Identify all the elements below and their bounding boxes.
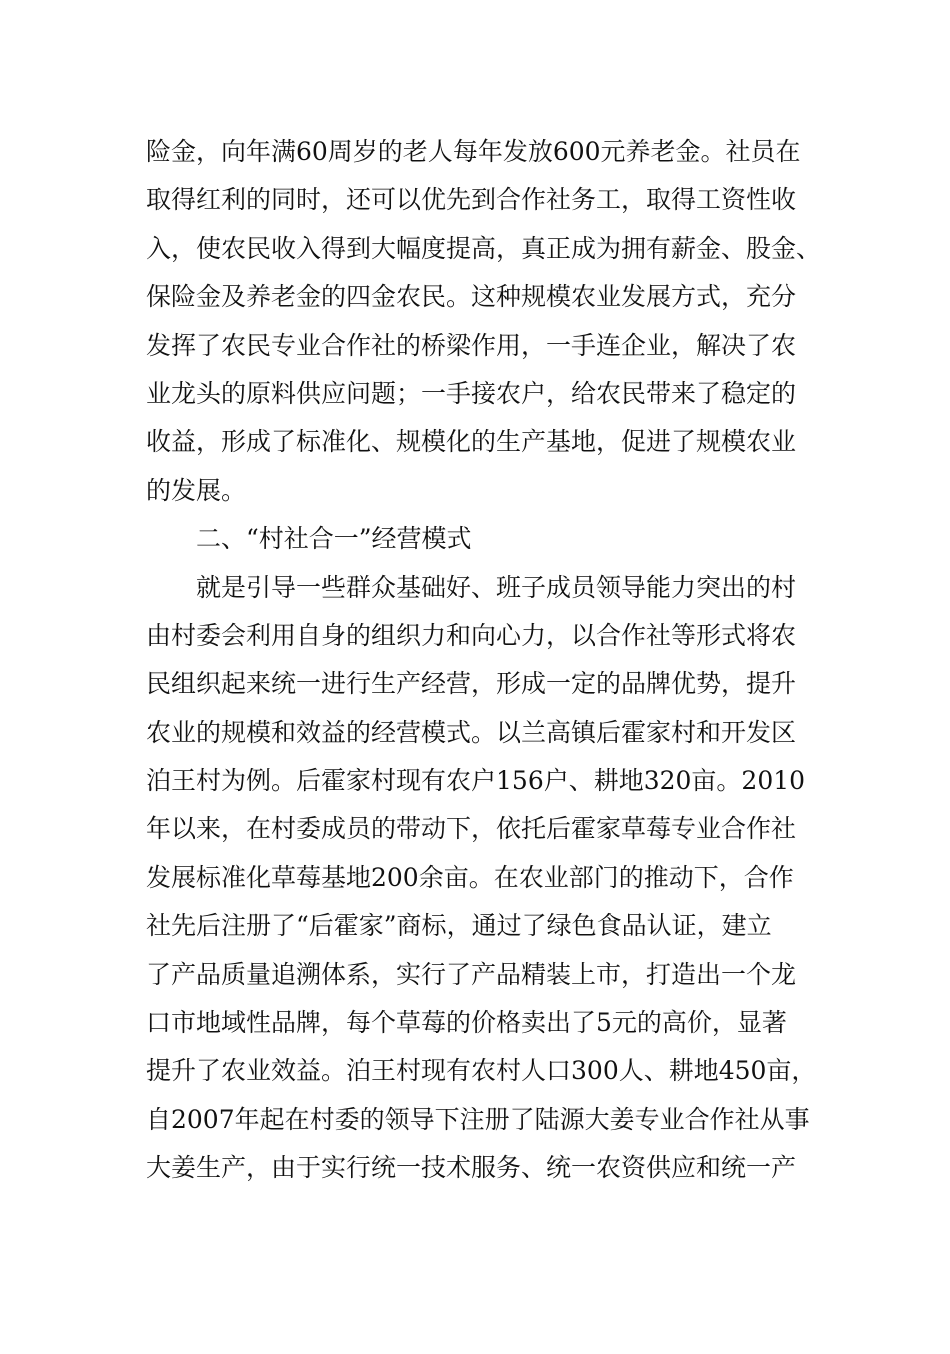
section-heading: 二、“村社合一”经营模式 (196, 524, 472, 554)
text-line: 社先后注册了“后霍家”商标，通过了绿色食品认证，建立 (146, 911, 772, 941)
paragraph-first-line: 就是引导一些群众基础好、班子成员领导能力突出的村 (196, 572, 797, 602)
text-line: 口市地域性品牌，每个草莓的价格卖出了5元的高价，显著 (146, 1008, 787, 1038)
text-line: 业龙头的原料供应问题；一手接农户，给农民带来了稳定的 (146, 378, 797, 408)
text-line: 入，使农民收入得到大幅度提高，真正成为拥有薪金、股金、 (146, 233, 822, 263)
text-line: 年以来，在村委成员的带动下，依托后霍家草莓专业合作社 (146, 814, 797, 844)
text-line: 保险金及养老金的四金农民。这种规模农业发展方式，充分 (146, 282, 797, 312)
text-line: 泊王村为例。后霍家村现有农户156户、耕地320亩。2010 (146, 766, 806, 796)
text-line: 取得红利的同时，还可以优先到合作社务工，取得工资性收 (146, 185, 797, 215)
text-line: 民组织起来统一进行生产经营，形成一定的品牌优势，提升 (146, 669, 797, 699)
text-line: 大姜生产，由于实行统一技术服务、统一农资供应和统一产 (146, 1153, 797, 1183)
text-line: 的发展。 (146, 475, 247, 505)
text-line: 由村委会利用自身的组织力和向心力，以合作社等形式将农 (146, 620, 797, 650)
text-line: 自2007年起在村委的领导下注册了陆源大姜专业合作社从事 (146, 1104, 810, 1134)
text-line: 收益，形成了标准化、规模化的生产基地，促进了规模农业 (146, 427, 797, 457)
text-line: 了产品质量追溯体系，实行了产品精装上市，打造出一个龙 (146, 959, 797, 989)
text-line: 发挥了农民专业合作社的桥梁作用，一手连企业，解决了农 (146, 330, 797, 360)
text-line: 发展标准化草莓基地200余亩。在农业部门的推动下，合作 (146, 862, 794, 892)
text-line: 险金，向年满60周岁的老人每年发放600元养老金。社员在 (146, 137, 801, 166)
document-body (146, 128, 826, 1193)
text-line: 提升了农业效益。泊王村现有农村人口300人、耕地450亩， (146, 1056, 817, 1086)
text-line: 农业的规模和效益的经营模式。以兰高镇后霍家村和开发区 (146, 717, 797, 747)
